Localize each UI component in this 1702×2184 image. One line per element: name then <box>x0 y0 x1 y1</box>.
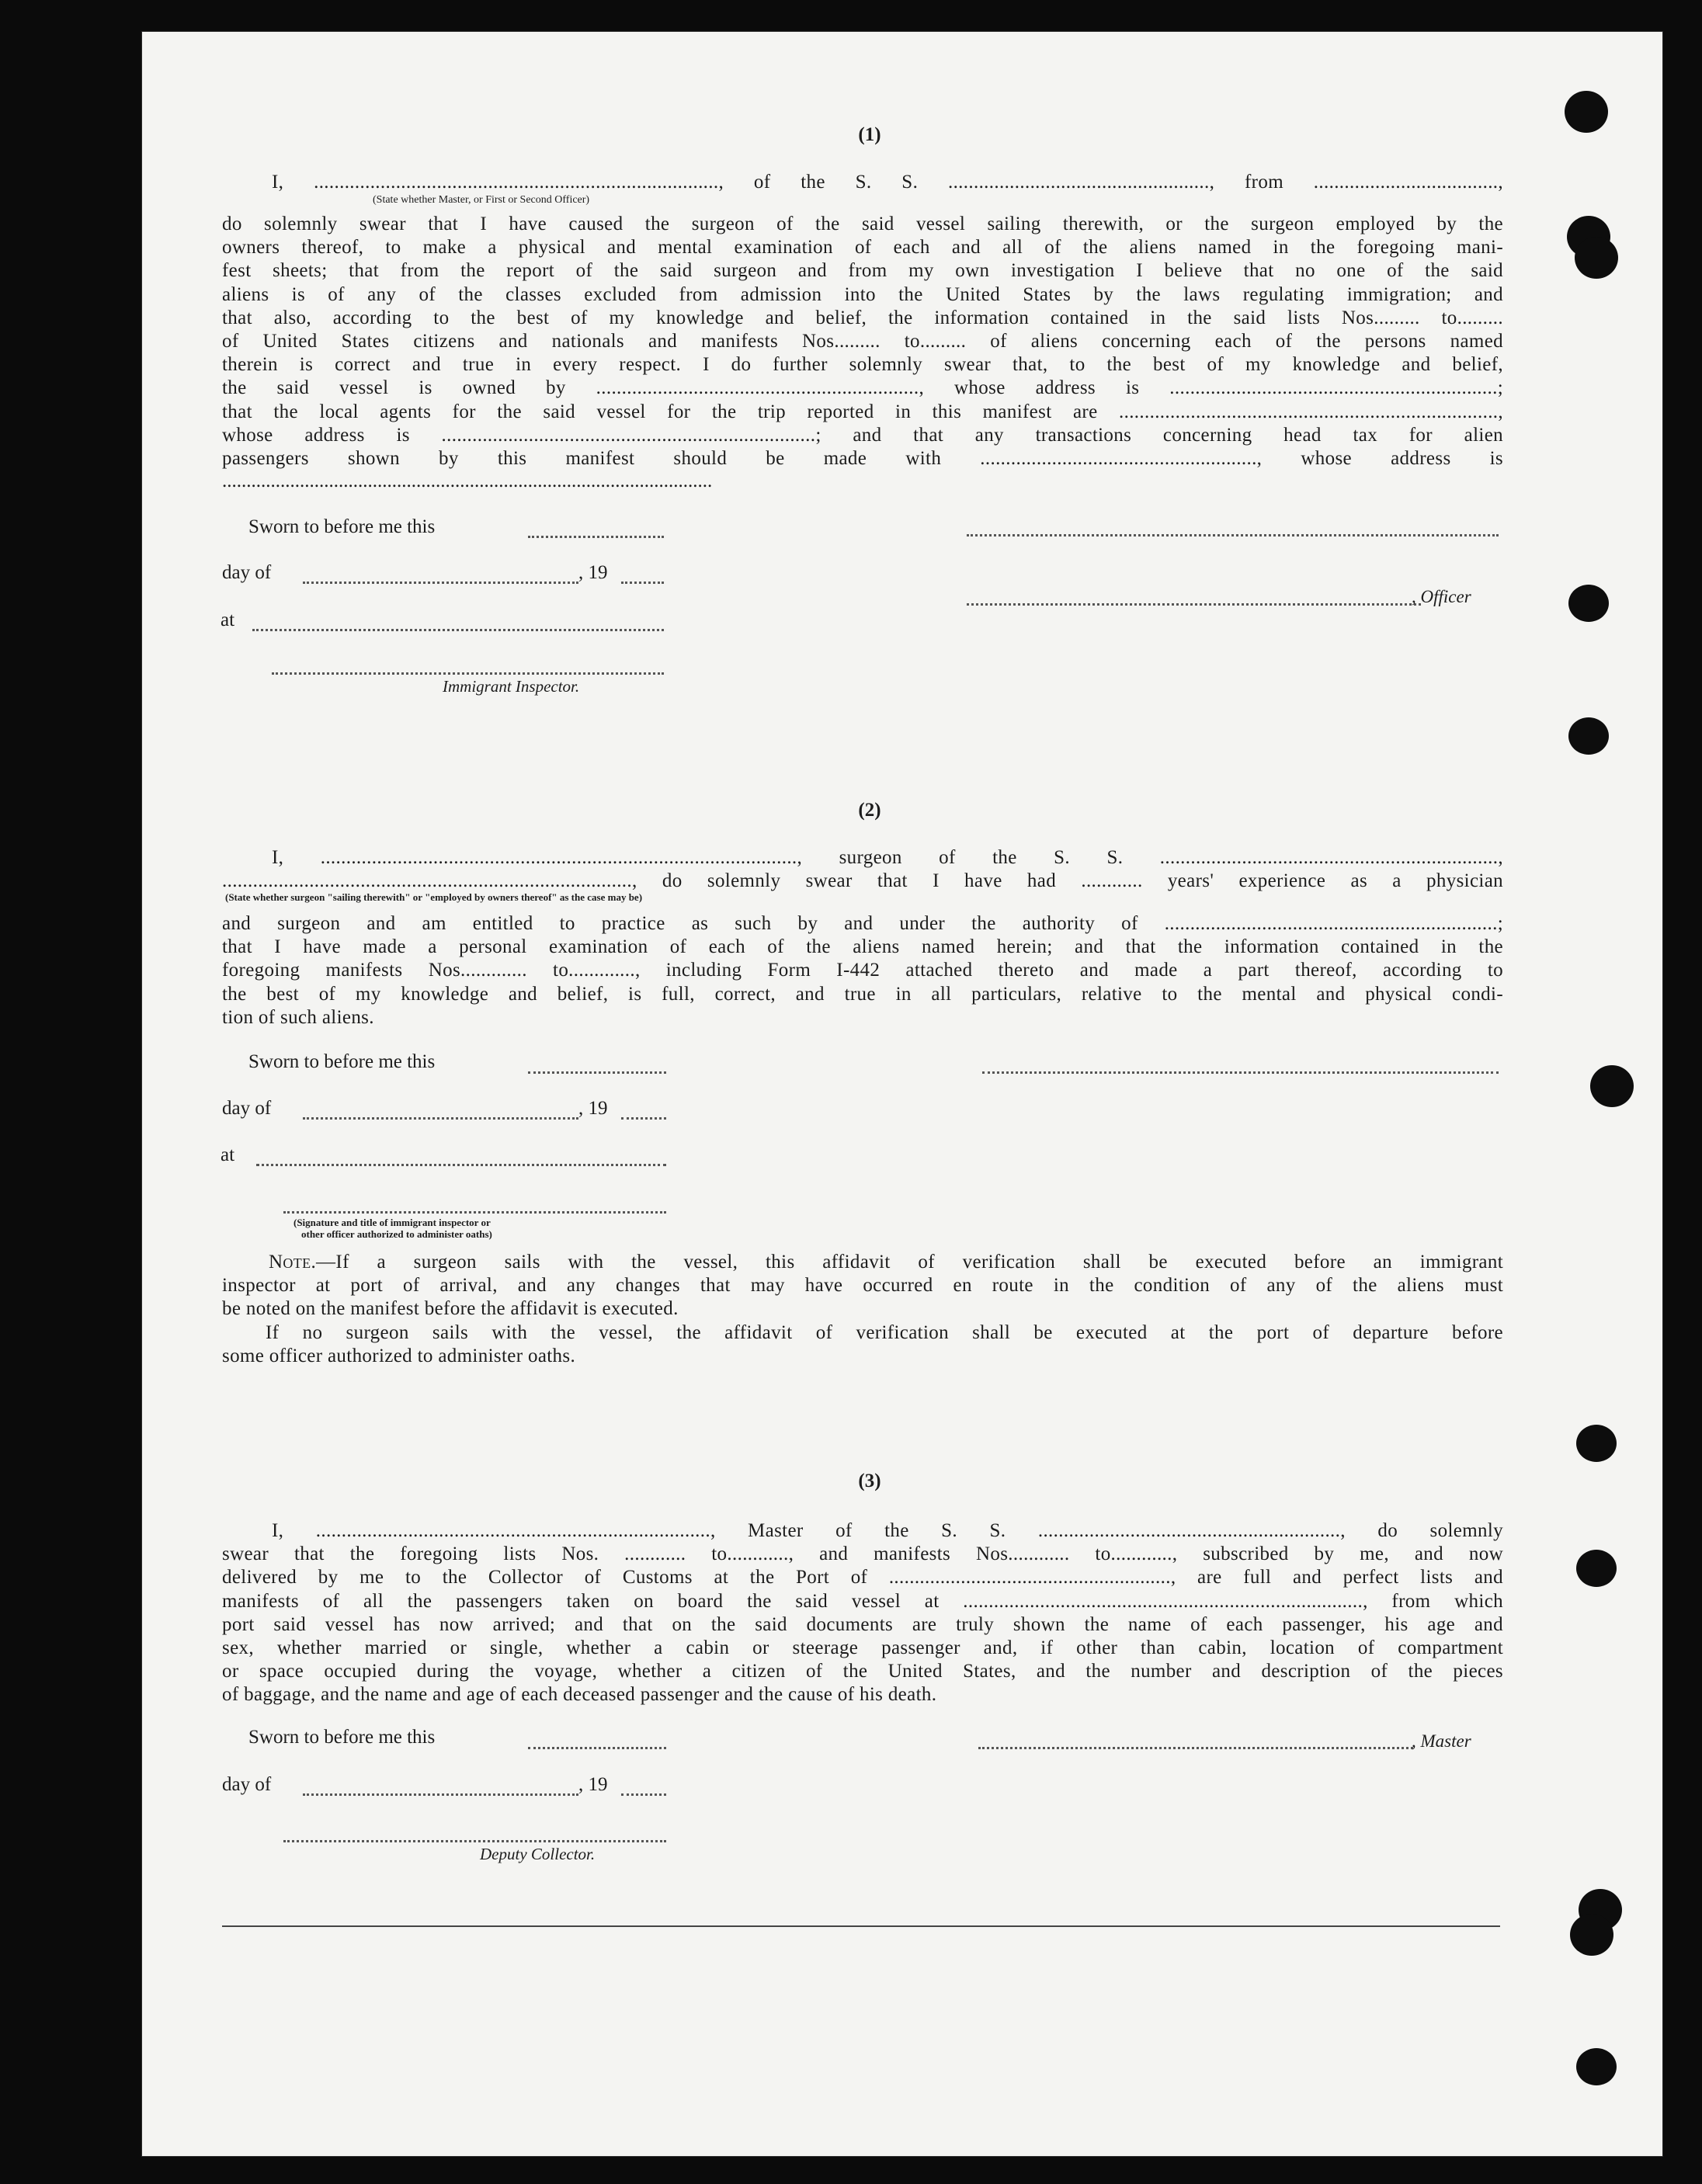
year-field[interactable] <box>621 1793 666 1796</box>
body-line: the best of my knowledge and belief, is full, correct, and true in all particulars, relative to the mental and physical condi- <box>222 983 1503 1005</box>
body-line: swear that the foregoing lists Nos. ............ to............, and manifests Nos............ to............, subscribed by me, and now <box>222 1543 1503 1565</box>
collector-signature-field[interactable] <box>283 1840 666 1842</box>
body-line: manifests of all the passengers taken on board the said vessel at .............................................................................., from which <box>222 1590 1503 1612</box>
note-paragraph-1 <box>222 1251 1503 1321</box>
day-field[interactable] <box>303 1793 578 1796</box>
note-label: Note. <box>269 1252 317 1273</box>
section-2-line-1 <box>272 846 1503 870</box>
officer-name-field[interactable] <box>967 534 1499 536</box>
section-3-body <box>222 1519 1503 1707</box>
section-1-caption: (State whether Master, or First or Second Officer) <box>373 194 590 206</box>
section-1-first-line <box>272 171 1503 194</box>
note-paragraph-2 <box>222 1321 1503 1368</box>
body-line: aliens is of any of the classes excluded from admission into the United States by the laws regulating immigration; and <box>222 283 1503 305</box>
at-place-field[interactable] <box>256 1164 666 1166</box>
body-line: the said vessel is owned by ..............................................................., whose address is ................................................................; <box>222 377 1503 399</box>
binder-hole <box>1568 717 1609 755</box>
oath-line: ................................................................................, do solemnly swear that I have had ............ years' experience as a physician <box>222 870 1503 891</box>
section-3-sworn-label: Sworn to before me this <box>248 1727 436 1748</box>
signature-caption-2: other officer authorized to administer oaths) <box>301 1228 492 1240</box>
body-line: I, ............................................................................., Master of the S. S. ..........................................................., do solemnly <box>272 1520 1503 1541</box>
binder-hole <box>1576 1425 1617 1462</box>
section-2-body <box>222 912 1503 1030</box>
body-line: foregoing manifests Nos............. to............., including Form I-442 attached thereto and made a part thereof, according to <box>222 960 1503 981</box>
section-3-number: (3) <box>858 1470 881 1491</box>
day-field[interactable] <box>303 582 578 584</box>
body-line: passengers shown by this manifest should be made with ......................................................, whose address is <box>222 448 1503 470</box>
body-line: therein is correct and true in every respect. I do further solemnly swear that, to the best of my knowledge and belief, <box>222 354 1503 376</box>
master-label: , Master <box>1412 1731 1471 1751</box>
section-2-number: (2) <box>858 800 881 821</box>
body-line: that the local agents for the said vessel for the trip reported in this manifest are .........................................................................., <box>222 401 1503 422</box>
body-line: fest sheets; that from the report of the said surgeon and from my own investigation I believe that no one of the said <box>222 260 1503 282</box>
bottom-rule <box>222 1925 1500 1927</box>
immigrant-inspector-label: Immigrant Inspector. <box>443 677 580 696</box>
at-place-field[interactable] <box>252 629 664 631</box>
signature-caption-1: (Signature and title of immigrant inspector or <box>294 1217 491 1228</box>
sworn-date-field[interactable] <box>528 536 664 538</box>
body-line: inspector at port of arrival, and any changes that may have occurred en route in the condition of any of the aliens must <box>222 1275 1503 1297</box>
inspector-signature-field[interactable] <box>272 672 664 675</box>
section-2-caption: (State whether surgeon "sailing therewith" or "employed by owners thereof" as the case may be) <box>225 891 643 903</box>
section-2-sworn-label: Sworn to before me this <box>248 1051 436 1072</box>
binder-hole <box>1576 2048 1617 2085</box>
body-line: tion of such aliens. <box>222 1006 374 1028</box>
body-line: —If a surgeon sails with the vessel, this affidavit of verification shall be executed before an immigrant <box>316 1252 1503 1273</box>
body-line: that I have made a personal examination of each of the aliens named herein; and that the information contained in the <box>222 936 1503 958</box>
year-label: , 19 <box>578 1098 608 1119</box>
sworn-date-field[interactable] <box>528 1071 666 1074</box>
deputy-collector-label: Deputy Collector. <box>480 1845 596 1863</box>
officer-signature-field[interactable] <box>967 603 1421 606</box>
section-2-at-label: at <box>221 1144 235 1165</box>
body-line: port said vessel has now arrived; and that on the said documents are truly shown the name of each passenger, his age and <box>222 1613 1503 1635</box>
body-line: do solemnly swear that I have caused the surgeon of the said vessel sailing therewith, or the surgeon employed by the <box>222 214 1503 234</box>
body-line: that also, according to the best of my knowledge and belief, the information contained in the said lists Nos......... to......... <box>222 307 1503 328</box>
note-first-line <box>222 1251 1503 1274</box>
section-1-body <box>222 213 1503 470</box>
body-line: owners thereof, to make a physical and mental examination of each and all of the aliens named in the foregoing mani- <box>222 237 1503 259</box>
year-label: , 19 <box>578 562 608 583</box>
sworn-date-field[interactable] <box>528 1747 666 1749</box>
section-2-line-2 <box>222 870 1503 893</box>
body-line: sex, whether married or single, whether a cabin or steerage passenger and, if other than cabin, location of compartment <box>222 1637 1503 1659</box>
body-line: some officer authorized to administer oaths. <box>222 1345 576 1367</box>
section-1-number: (1) <box>858 124 881 145</box>
section-1-last-line: ..................................................................................................... <box>222 470 713 491</box>
binder-hole <box>1590 1065 1634 1107</box>
year-label: , 19 <box>578 1774 608 1795</box>
officer-label: , Officer <box>1412 587 1471 606</box>
body-line: delivered by me to the Collector of Customs at the Port of ......................................................., are full and perfect lists and <box>222 1567 1503 1589</box>
body-line: or space occupied during the voyage, whether a citizen of the United States, and the number and description of the pieces <box>222 1661 1503 1682</box>
body-line: be noted on the manifest before the affidavit is executed. <box>222 1298 679 1320</box>
master-signature-field[interactable] <box>978 1747 1413 1749</box>
binder-hole <box>1575 237 1618 279</box>
section-3-day-label: day of <box>222 1774 272 1795</box>
officer-signature-field[interactable] <box>283 1211 666 1214</box>
year-field[interactable] <box>621 582 664 584</box>
body-line: whose address is .........................................................................; and that any transactions concerning head tax for alien <box>222 424 1503 446</box>
body-line: of United States citizens and nationals and manifests Nos......... to......... of aliens concerning each of the persons named <box>222 331 1503 352</box>
binder-hole <box>1576 1550 1617 1587</box>
body-line: of baggage, and the name and age of each deceased passenger and the cause of his death. <box>222 1684 937 1706</box>
binder-hole <box>1565 91 1608 133</box>
year-field[interactable] <box>621 1117 666 1120</box>
oath-line: I, ..............................................................................., of the S. S. ..................................................., from ...................................., <box>272 172 1503 193</box>
day-field[interactable] <box>303 1117 578 1120</box>
oath-line: I, ............................................................................................., surgeon of the S. S. .................................................................., <box>272 847 1503 868</box>
binder-hole <box>1568 585 1609 622</box>
body-line: and surgeon and am entitled to practice as such by and under the authority of .................................................................; <box>222 913 1503 934</box>
section-1-sworn-label: Sworn to before me this <box>248 516 436 537</box>
body-line: If no surgeon sails with the vessel, the affidavit of verification shall be executed at the port of departure before <box>266 1322 1503 1343</box>
section-2-day-label: day of <box>222 1098 272 1119</box>
surgeon-signature-field[interactable] <box>982 1071 1499 1074</box>
section-1-at-label: at <box>221 609 235 630</box>
binder-hole <box>1570 1914 1613 1956</box>
bleed-through-text <box>280 116 294 143</box>
section-1-day-label: day of <box>222 562 272 583</box>
